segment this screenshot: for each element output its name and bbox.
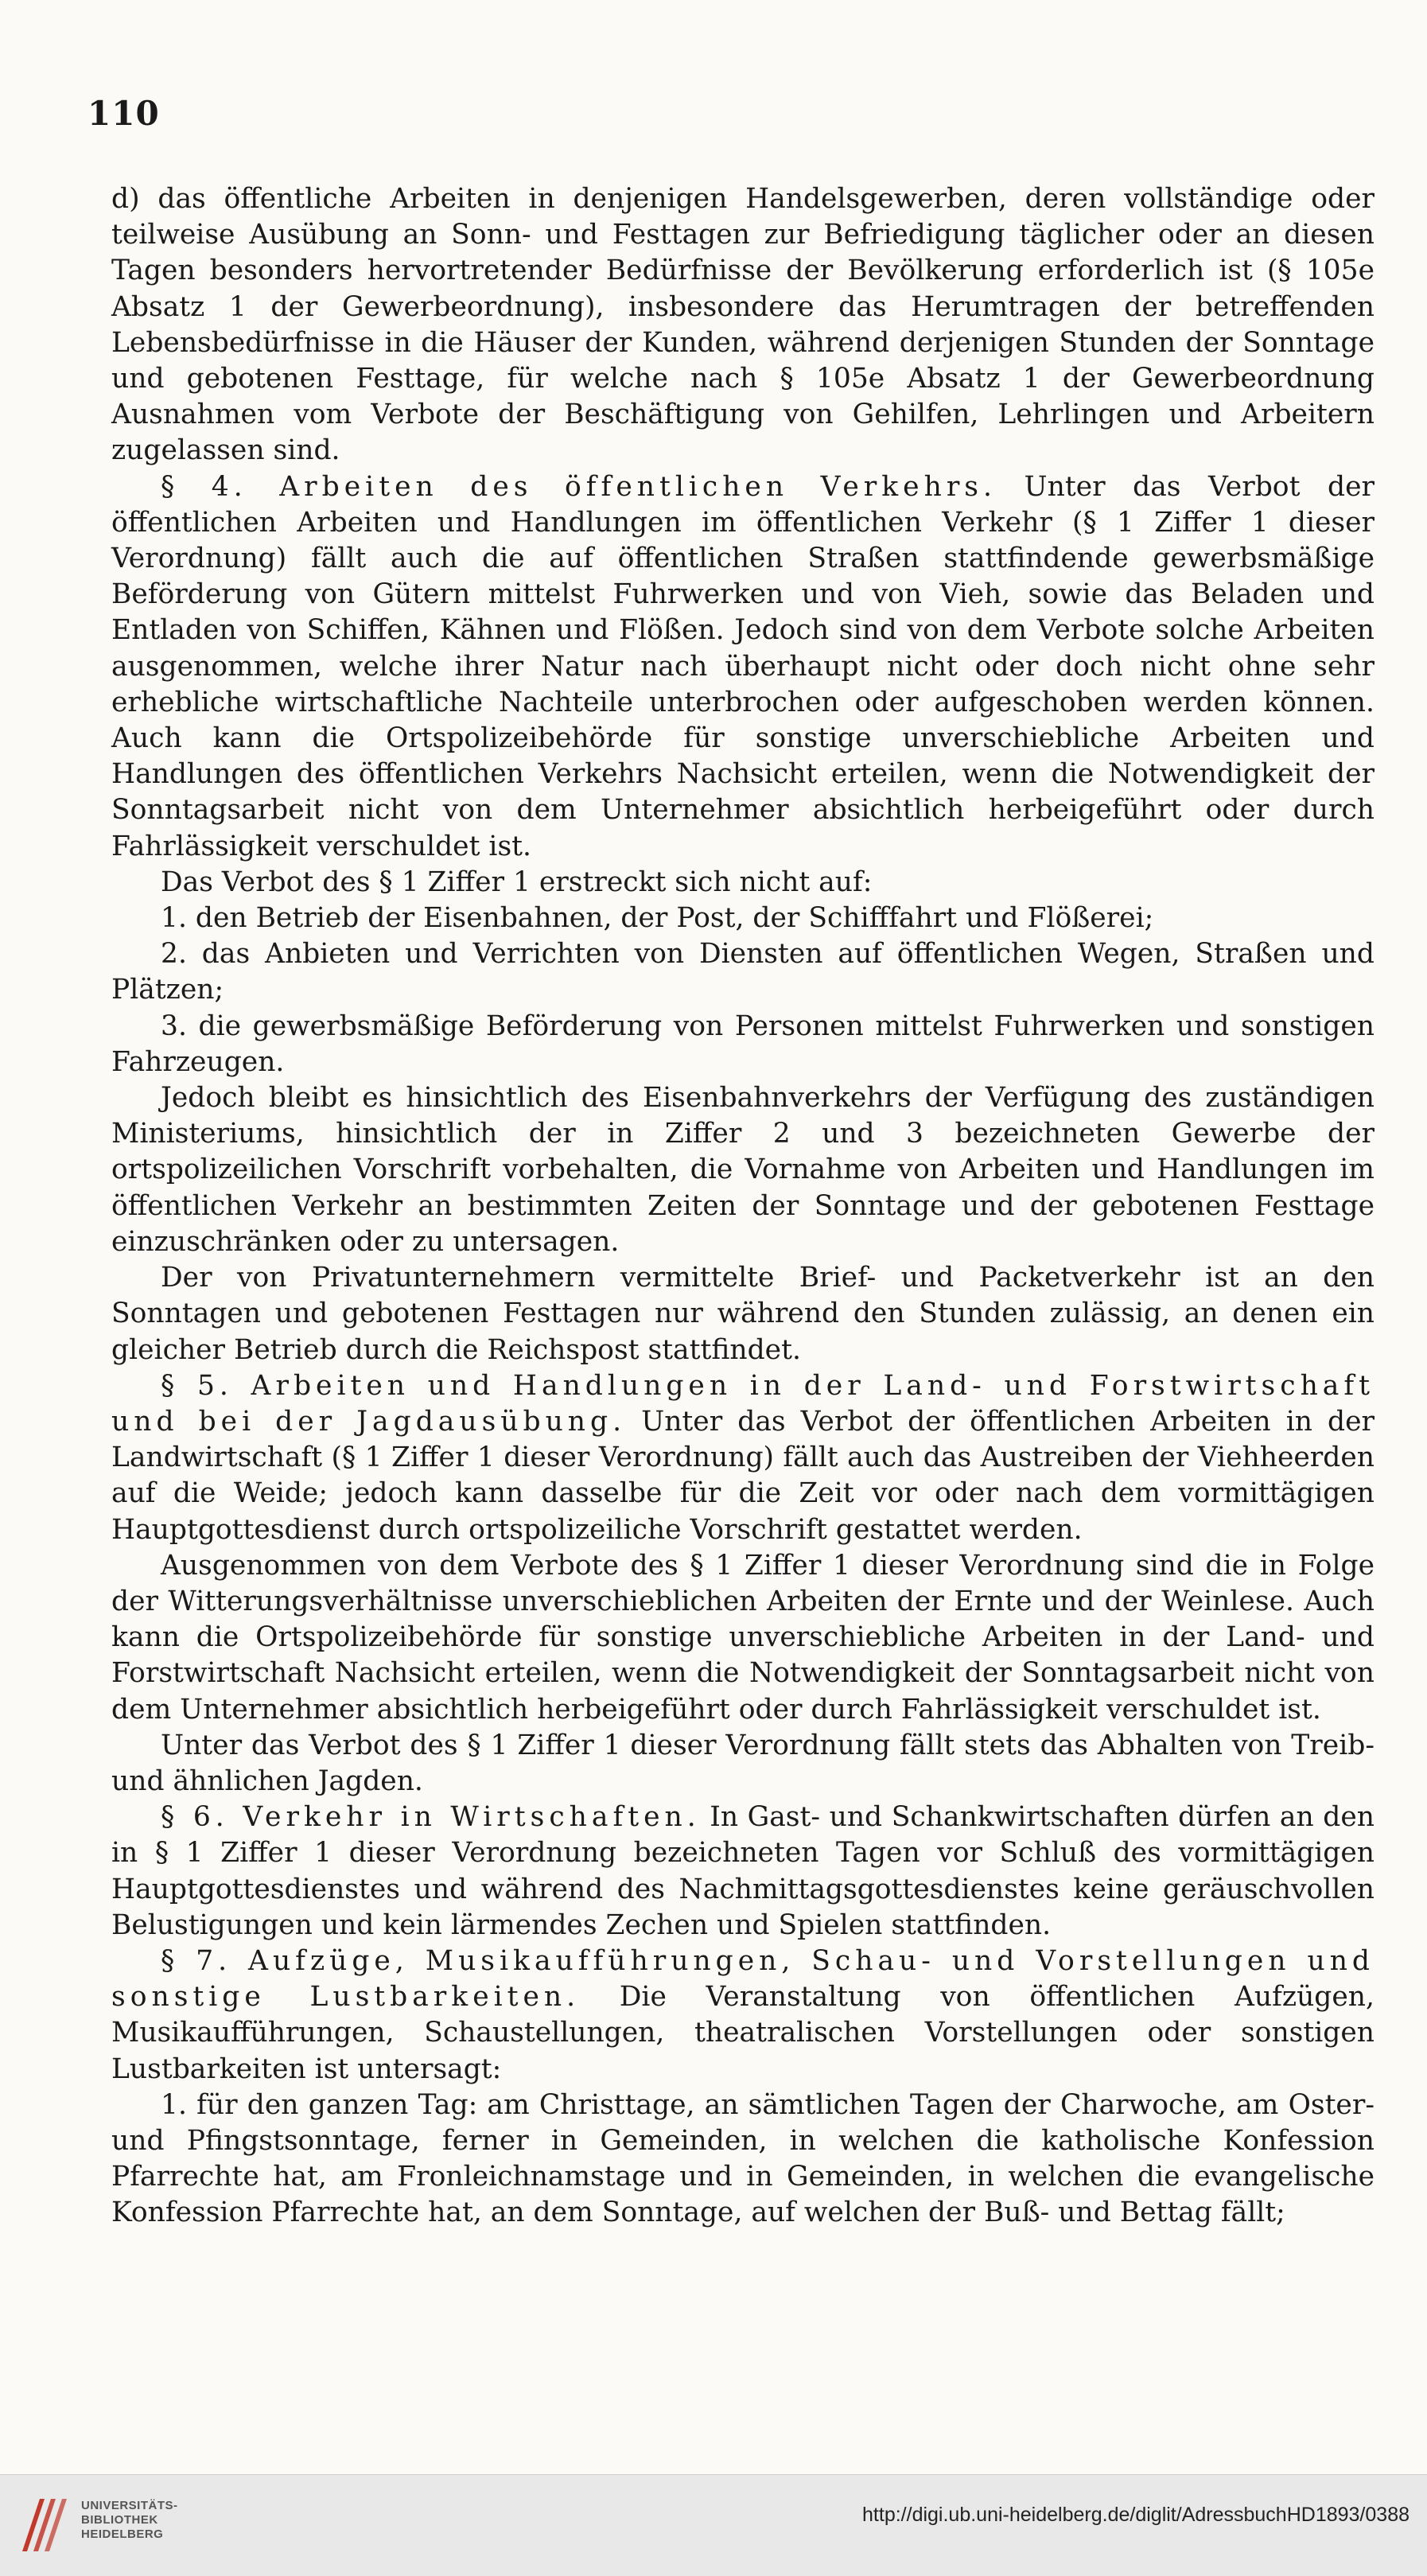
paragraph (111, 1260, 1375, 1368)
paragraph-text: Jedoch bleibt es hinsichtlich des Eisenbahnverkehrs der Verfügung des zuständigen Ministeriums, hinsichtlich der in Ziffer 2 und 3 bezeichneten Gewerbe der ortspolizeilichen Vorschrift vorbehalten, die Vornahme von Arbeiten und Handlungen im öffentlichen Verkehr an bestimmten Zeiten der Sonntage und der gebotenen Festtage einzuschränken oder zu untersagen. (111, 1082, 1375, 1258)
paragraph-text: 2. das Anbieten und Verrichten von Diensten auf öffentlichen Wegen, Straßen und Plätzen; (111, 938, 1375, 1006)
paragraph-text: 1. für den ganzen Tag: am Christtage, an sämtlichen Tagen der Charwoche, am Oster- und Pfingstsonntage, ferner in Gemeinden, in welchen die katholische Konfession Pfarrechte hat, am Fronleichnamstage und in Gemeinden, in welchen die evangelische Konfession Pfarrechte hat, an dem Sonntage, auf welchen der Buß- und Bettag fällt; (111, 2088, 1375, 2229)
paragraph (111, 181, 1375, 469)
paragraph (111, 1800, 1375, 1944)
paragraph-text: In Gast- und Schankwirtschaften dürfen an den in § 1 Ziffer 1 dieser Verordnung bezeichneten Tagen vor Schluß des vormittägigen Hauptgottesdienstes und während des Nachmittagsgottesdienstes keine geräuschvollen Belustigungen und kein lärmendes Zechen und Spielen stattfinden. (111, 1801, 1375, 1941)
paragraph-text: Unter das Verbot des § 1 Ziffer 1 dieser Verordnung fällt stets das Abhalten von Treib- und ähnlichen Jagden. (111, 1729, 1375, 1797)
section-heading: § 7. Aufzüge, Musikaufführungen, Schau- und Vorstellungen und sonstige Lustbarkeiten. (111, 1944, 1375, 2014)
paragraph (111, 1548, 1375, 1728)
page-number: 110 (87, 94, 160, 133)
paragraph-text: d) das öffentliche Arbeiten in denjenigen Handelsgewerben, deren vollständige oder teilweise Ausübung an Sonn- und Festtagen zur Befriedigung täglicher oder an diesen Tagen besonders hervortretender Bedürfnisse der Bevölkerung erforderlich ist (§ 105e Absatz 1 der Gewerbeordnung), insbesondere das Herumtragen der betreffenden Lebensbedürfnisse in die Häuser der Kunden, während derjenigen Stunden der Sonntage und gebotenen Festtage, für welche nach § 105e Absatz 1 der Gewerbeordnung Ausnahmen vom Verbote der Beschäftigung von Gehilfen, Lehrlingen und Arbeitern zugelassen sind. (111, 183, 1375, 467)
section-heading: § 5. Arbeiten und Handlungen in der Land- und Forstwirtschaft und bei der Jagdausübung. (111, 1369, 1375, 1438)
paragraph (111, 865, 1375, 901)
text-body (111, 181, 1375, 2232)
paragraph (111, 1080, 1375, 1260)
paragraph-text: 1. den Betrieb der Eisenbahnen, der Post, der Schifffahrt und Flößerei; (161, 902, 1154, 935)
library-name-line: BIBLIOTHEK (81, 2513, 158, 2527)
paragraph-text: Unter das Verbot der öffentlichen Arbeiten in der Landwirtschaft (§ 1 Ziffer 1 dieser Verordnung) fällt auch das Austreiben der Viehheerden auf die Weide; jedoch kann dasselbe für die Zeit vor oder nach dem vormittägigen Hauptgottesdienst durch ortspolizeiliche Vorschrift gestattet werden. (111, 1405, 1375, 1546)
paragraph-text: Unter das Verbot der öffentlichen Arbeiten und Handlungen im öffentlichen Verkehr (§ 1 Ziffer 1 dieser Verordnung) fällt auch die auf öffentlichen Straßen stattfindende gewerbsmäßige Beförderung von Gütern mittelst Fuhrwerken und von Vieh, sowie das Beladen und Entladen von Schiffen, Kähnen und Flößen. Jedoch sind von dem Verbote solche Arbeiten ausgenommen, welche ihrer Natur nach überhaupt nicht oder doch nicht ohne sehr erhebliche wirtschaftliche Nachteile unterbrochen oder aufgeschoben werden können. Auch kann die Ortspolizeibehörde für sonstige unverschiebliche Arbeiten und Handlungen des öffentlichen Verkehrs Nachsicht erteilen, wenn die Notwendigkeit der Sonntagsarbeit nicht von dem Unternehmer absichtlich herbeigeführt oder durch Fahrlässigkeit verschuldet ist. (111, 470, 1375, 862)
library-name-line: HEIDELBERG (81, 2527, 164, 2541)
list-item (111, 936, 1375, 1008)
source-url[interactable]: http://digi.ub.uni-heidelberg.de/diglit/AdressbuchHD1893/0388 (862, 2504, 1410, 2526)
paragraph-text: Das Verbot des § 1 Ziffer 1 erstreckt sich nicht auf: (161, 866, 873, 898)
section-heading: § 6. Verkehr in Wirtschaften. (161, 1801, 701, 1834)
list-item (111, 901, 1375, 936)
paragraph (111, 1944, 1375, 2088)
library-logo-icon[interactable] (16, 2489, 72, 2558)
list-item (111, 2088, 1375, 2232)
library-name (81, 2499, 178, 2542)
paragraph-text: 3. die gewerbsmäßige Beförderung von Personen mittelst Fuhrwerken und sonstigen Fahrzeugen. (111, 1010, 1375, 1078)
list-item (111, 1009, 1375, 1080)
paragraph-text: Die Veranstaltung von öffentlichen Aufzügen, Musikaufführungen, Schaustellungen, theatralischen Vorstellungen oder sonstigen Lustbarkeiten ist untersagt: (111, 1981, 1375, 2085)
section-heading: § 4. Arbeiten des öffentlichen Verkehrs. (161, 470, 997, 503)
paragraph-text: Der von Privatunternehmern vermittelte Brief- und Packetverkehr ist an den Sonntagen und gebotenen Festtagen nur während den Stunden zulässig, an denen ein gleicher Betrieb durch die Reichspost stattfindet. (111, 1262, 1375, 1366)
paragraph (111, 1368, 1375, 1548)
paragraph-text: Ausgenommen von dem Verbote des § 1 Ziffer 1 dieser Verordnung sind die in Folge der Witterungsverhältnisse unverschieblichen Arbeiten der Ernte und der Weinlese. Auch kann die Ortspolizeibehörde für sonstige unverschiebliche Arbeiten in der Land- und Forstwirtschaft Nachsicht erteilen, wenn die Notwendigkeit der Sonntagsarbeit nicht von dem Unternehmer absichtlich herbeigeführt oder durch Fahrlässigkeit verschuldet ist. (111, 1549, 1375, 1726)
paragraph (111, 469, 1375, 865)
library-name-line: UNIVERSITÄTS- (81, 2499, 178, 2512)
viewer-footer (0, 2474, 1427, 2576)
paragraph (111, 1728, 1375, 1800)
